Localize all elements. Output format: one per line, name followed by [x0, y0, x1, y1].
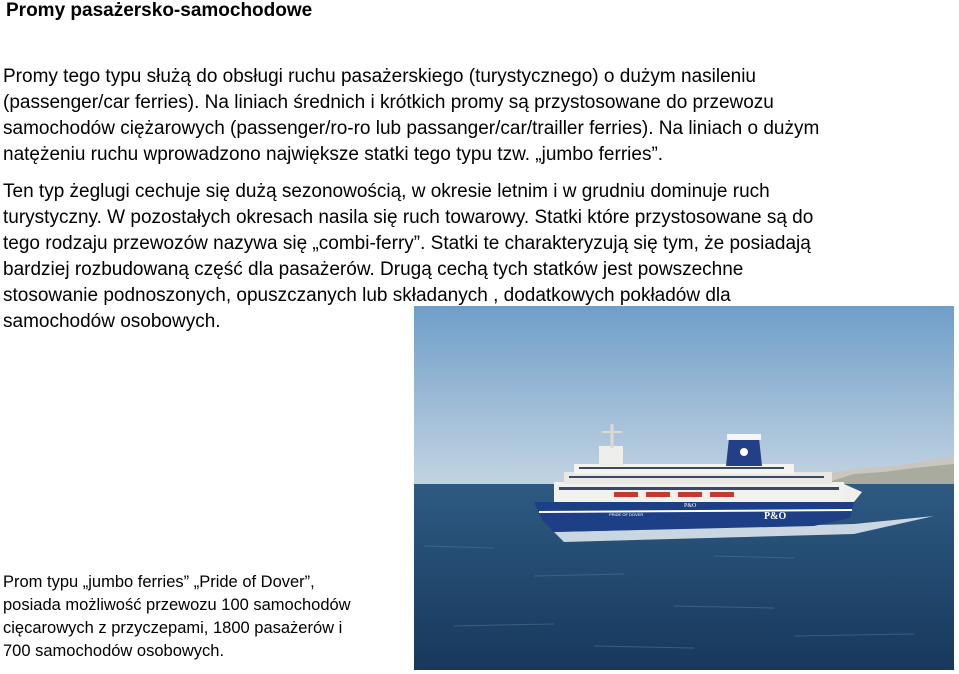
caption-line: cięcarowych z przyczepami, 1800 pasażerów i — [3, 619, 343, 637]
paragraph-line: Ten typ żeglugi cechuje się dużą sezonowością, w okresie letnim i w grudniu dominuje ruch — [3, 181, 770, 202]
paragraph-line: Promy tego typu służą do obsługi ruchu pasażerskiego (turystycznego) o dużym nasileniu — [3, 66, 756, 87]
caption-line: posiada możliwość przewozu 100 samochodów — [3, 596, 351, 614]
paragraph-line: tego rodzaju przewozów nazywa się „combi-ferry”. Statki te charakteryzują się tym, że posiadają — [3, 233, 811, 254]
intro-paragraph — [3, 64, 953, 168]
paragraph-line: stosowanie podnoszonych, opuszczanych lub składanych , dodatkowych pokładów dla — [3, 285, 731, 306]
paragraph-line: (passenger/car ferries). Na liniach średnich i krótkich promy są przystosowane do przewozu — [3, 92, 774, 113]
sky — [414, 306, 954, 486]
ship-name: PRIDE OF DOVER — [609, 512, 644, 517]
paragraph-line: samochodów ciężarowych (passenger/ro-ro lub passanger/car/trailler ferries). Na liniach o dużym — [3, 118, 820, 139]
paragraph-line: samochodów osobowych. — [3, 311, 221, 332]
ship-logo-small: P&O — [684, 503, 697, 509]
caption-line: 700 samochodów osobowych. — [3, 642, 225, 660]
caption-line: Prom typu „jumbo ferries” „Pride of Dover”, — [3, 573, 315, 591]
photo-caption — [3, 571, 351, 663]
ferry-photo — [414, 306, 954, 670]
paragraph-line: natężeniu ruchu wprowadzono największe statki tego typu tzw. „jumbo ferries”. — [3, 144, 664, 165]
paragraph-line: bardziej rozbudowaną część dla pasażerów. Drugą cechą tych statków jest powszechne — [3, 259, 744, 280]
ship-logo: P&O — [764, 511, 787, 522]
paragraph-line: turystyczny. W pozostałych okresach nasila się ruch towarowy. Statki które przystosowane są do — [3, 207, 814, 228]
page-title: Promy pasażersko-samochodowe — [6, 0, 313, 21]
